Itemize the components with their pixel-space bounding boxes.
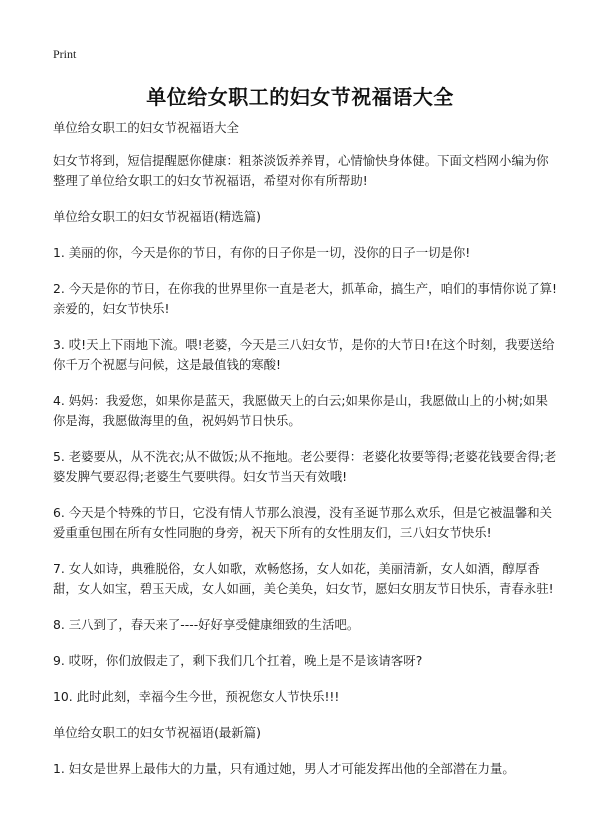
list-item: 9. 哎呀，你们放假走了，剩下我们几个扛着，晚上是不是该请客呀? xyxy=(53,653,423,668)
list-item: 2. 今天是你的节日，在你我的世界里你一直是老大，抓革命，搞生产，咱们的事情你说了算!亲爱的，妇女节快乐! xyxy=(53,281,557,316)
list-item: 10. 此时此刻，幸福今生今世，预祝您女人节快乐!!! xyxy=(53,689,340,704)
document-subtitle: 单位给女职工的妇女节祝福语大全 xyxy=(53,120,239,135)
print-link[interactable]: Print xyxy=(53,47,77,61)
section-heading-selected: 单位给女职工的妇女节祝福语(精选篇) xyxy=(53,209,261,224)
list-item: 4. 妈妈：我爱您，如果你是蓝天，我愿做天上的白云;如果你是山，我愿做山上的小树;如果你是海，我愿做海里的鱼，祝妈妈节日快乐。 xyxy=(53,393,548,428)
page-title: 单位给女职工的妇女节祝福语大全 xyxy=(146,85,454,109)
list-item: 5. 老婆要从，从不洗衣;从不做饭;从不拖地。老公要得：老婆化妆要等得;老婆花钱要舍得;老婆发脾气要忍得;老婆生气要哄得。妇女节当天有效哦! xyxy=(53,449,557,484)
section-heading-latest: 单位给女职工的妇女节祝福语(最新篇) xyxy=(53,725,261,740)
list-item: 6. 今天是个特殊的节日，它没有情人节那么浪漫，没有圣诞节那么欢乐，但是它被温馨和关爱重重包围在所有女性同胞的身旁，祝天下所有的女性朋友们，三八妇女节快乐! xyxy=(53,505,552,540)
list-item: 8. 三八到了，春天来了----好好享受健康细致的生活吧。 xyxy=(53,617,360,632)
intro-paragraph: 妇女节将到，短信提醒愿你健康：粗茶淡饭养养胃，心情愉快身体健。下面文档网小编为你整理了单位给女职工的妇女节祝福语，希望对你有所帮助! xyxy=(53,153,549,188)
list-item: 7. 女人如诗，典雅脱俗，女人如歌，欢畅悠扬，女人如花，美丽清新，女人如酒，醇厚香甜，女人如宝，碧玉天成，女人如画，美仑美奂，妇女节，愿妇女朋友节日快乐，青春永驻! xyxy=(53,561,554,596)
list-item: 1. 妇女是世界上最伟大的力量，只有通过她，男人才可能发挥出他的全部潜在力量。 xyxy=(53,761,515,776)
list-item: 1. 美丽的你，今天是你的节日，有你的日子你是一切，没你的日子一切是你! xyxy=(53,245,471,260)
document-body xyxy=(53,118,560,795)
list-item: 3. 哎!天上下雨地下流。喂!老婆，今天是三八妇女节，是你的大节日!在这个时刻，我要送给你千万个祝愿与问候，这是最值钱的寒酸! xyxy=(53,337,555,372)
